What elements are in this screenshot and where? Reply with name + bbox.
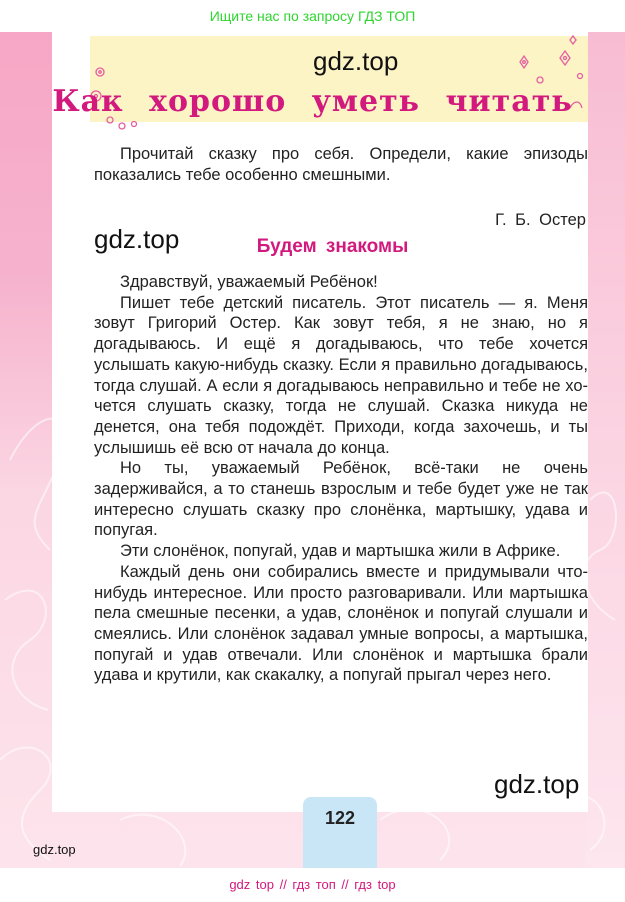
watermark-left: gdz.top xyxy=(94,224,180,254)
story-author: Г. Б. Остер xyxy=(495,211,586,229)
story-paragraph: Эти слонёнок, попугай, удав и мартышка жили в Африке. xyxy=(120,542,561,561)
story-paragraph: Пишет тебе детский писатель. Этот писатель — я. Меня зовут Григорий Остер. Как зовут тебя, я не знаю, но я догадываюсь. И ещё я догадываюсь, что тебе хочется услышать какую-нибудь сказку. Если я правильно догадываюсь, тогда слушай. А если я догадываюсь неправильно и тебе не хочется слушать сказку, тогда не слушай. Сказка никуда не денется, она тебя подождёт. Приходи, когда захочешь, и ты услышишь её всю от начала до конца. xyxy=(94,293,588,457)
watermark-title-band: gdz.top xyxy=(313,46,399,76)
task-instruction: Прочитай сказку про себя. Определи, какие эпизоды показались тебе особенно смешными. xyxy=(94,145,588,184)
search-hint-banner: Ищите нас по запросу ГДЗ ТОП xyxy=(209,8,416,24)
story-title: Будем знакомы xyxy=(256,236,409,257)
watermark-bottom-left: gdz.top xyxy=(33,842,76,857)
watermark-bottom-right: gdz.top xyxy=(494,769,580,799)
section-title: Как хорошо уметь читать xyxy=(52,84,573,119)
page-number: 122 xyxy=(303,797,377,868)
story-paragraph: Каждый день они собирались вместе и придумывали что-нибудь интересное. Или просто разговаривали. Или мартышка пела смешные песенки, а удав, слонёнок и попугай слушали и смеялись. Или слонёнок задавал умные вопросы, а мартышка, попугай и удав отвечали. Или слонёнок и мартышка брали удава и крутили, как скакалку, а попугай прыгал через него. xyxy=(94,562,588,685)
story-text xyxy=(94,272,588,686)
story-paragraph: Здравствуй, уважаемый Ребёнок! xyxy=(120,273,378,291)
story-paragraph: Но ты, уважаемый Ребёнок, всё-таки не очень задерживайся, а то станешь взрослым и тебе будет уже не так интересно слушать сказку про слонёнка, мартышку, удава и попугая. xyxy=(94,459,588,540)
footer-links[interactable]: gdz top // гдз топ // гдз top xyxy=(0,868,625,902)
